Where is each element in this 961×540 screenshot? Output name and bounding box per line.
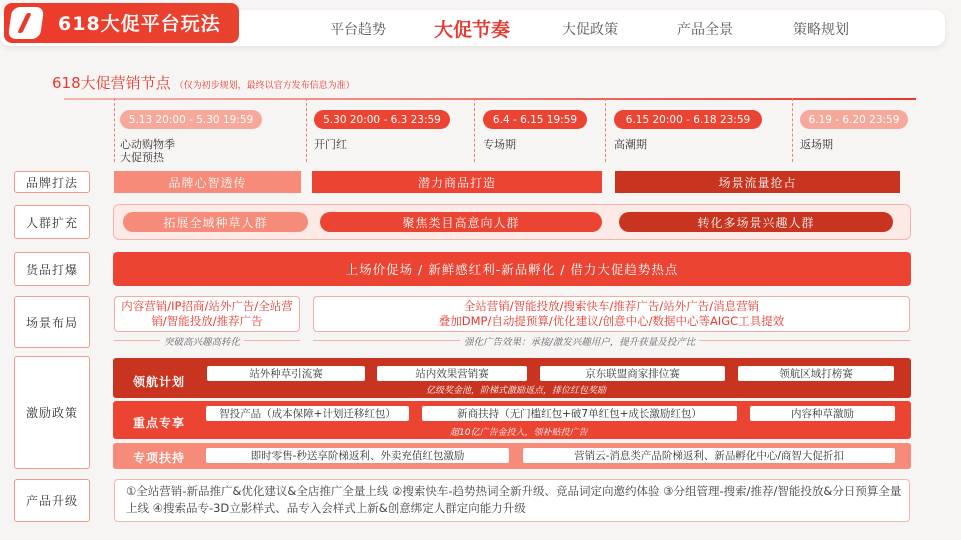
upgrade-text: ①全站营销-新品推广&优化建议&全店推广全量上线 ②搜索快车-趋势热词全新升级、竞品词定向邀约体验 ③分组管理-搜索/推荐/智能投放&分日预算全量上线 ④搜索品专-3D立影样式、品专入会样式上新&创意绑定人群定向能力升级	[126, 484, 902, 515]
phase-label-warmup: 心动购物季 大促预热	[120, 138, 175, 164]
tab-strategy-planning[interactable]: 策略规划	[793, 22, 849, 38]
row-label-upgrade: 产品升级	[14, 479, 90, 522]
brand-bar-mindset: 品牌心智透传	[114, 171, 301, 193]
scene-left-box: 内容营销/IP招商/站外广告/全站营销/智能投放/推荐广告	[114, 296, 300, 332]
timeline-tick	[605, 98, 606, 162]
section-title-text: 618大促营销节点	[52, 74, 171, 92]
scene-right-caption: 强化广告效果：承接/激发兴趣用户，提升获量及投产比	[460, 334, 699, 348]
incentive-chip: 智投产品（成本保障+计划迁移红包）	[206, 406, 409, 421]
row-label-brand: 品牌打法	[14, 171, 90, 193]
goods-bar: 上场价促场 / 新鲜感红利-新品孵化 / 借力大促趋势热点	[113, 252, 911, 286]
phase-label-climax: 高潮期	[614, 138, 647, 151]
phase-label-opening: 开门红	[314, 138, 347, 151]
timeline-tick	[306, 98, 307, 162]
section-note: （仅为初步规划，最终以官方发布信息为准）	[174, 81, 355, 91]
page-title: 618大促平台玩法	[58, 13, 221, 35]
phase-range-special: 6.4 - 6.15 19:59	[483, 110, 587, 129]
timeline-tick	[474, 98, 475, 162]
incentive-chip: 京东联盟商家排位赛	[540, 366, 725, 381]
tab-platform-trend[interactable]: 平台趋势	[330, 22, 386, 38]
incentive-chip: 站外种草引流赛	[207, 366, 365, 381]
brand-bar-scene-traffic: 场景流量抢占	[615, 171, 900, 193]
timeline-tick	[114, 98, 115, 162]
incentive-name-navigation: 领航计划	[133, 375, 186, 389]
phase-label-return: 返场期	[800, 138, 833, 151]
section-title	[52, 72, 355, 93]
crowd-bar-convert: 转化多场景兴趣人群	[619, 212, 893, 232]
brand-logo-icon	[8, 7, 44, 39]
scene-right-box: 全站营销/智能投放/搜索快车/推荐广告/站外广告/消息营销 叠加DMP/自动提预算/优化建议/创意中心/数据中心等AIGC工具提效	[313, 296, 910, 332]
timeline-line	[64, 98, 916, 100]
phase-range-climax: 6.15 20:00 - 6.18 23:59	[614, 110, 762, 129]
incentive-name-focus: 重点专享	[133, 416, 186, 430]
phase-label-special: 专场期	[483, 138, 516, 151]
phase-range-warmup: 5.13 20:00 - 5.30 19:59	[120, 110, 262, 129]
phase-range-opening: 5.30 20:00 - 6.3 23:59	[314, 110, 450, 129]
row-label-scene: 场景布局	[14, 296, 90, 348]
brand-bar-potential-goods: 潜力商品打造	[312, 171, 602, 193]
incentive-note-focus: 超10亿广告金投入，领补贴投广告	[450, 428, 588, 438]
incentive-note-navigation: 亿级奖金池，阶梯式激励返点，排位红包奖励	[426, 386, 607, 396]
timeline-tick	[792, 98, 793, 162]
crowd-bar-focus: 聚焦类目高意向人群	[320, 212, 602, 232]
row-label-goods: 货品打爆	[14, 252, 90, 286]
incentive-name-special: 专项扶持	[133, 451, 186, 465]
scene-left-caption: 突破高兴趣高转化	[160, 334, 244, 348]
incentive-chip: 即时零售-秒送享阶梯返利、外卖充值红包激励	[206, 448, 509, 463]
phase-range-return: 6.19 - 6.20 23:59	[800, 110, 908, 129]
tab-product-overview[interactable]: 产品全景	[677, 22, 733, 38]
incentive-chip: 新商扶持（无门槛红包+破7单红包+成长激励红包）	[422, 406, 737, 421]
tab-promotion-rhythm[interactable]: 大促节奏	[434, 19, 511, 41]
incentive-chip: 内容种草激励	[750, 406, 895, 421]
tab-promotion-policy[interactable]: 大促政策	[562, 22, 618, 38]
incentive-chip: 领航区域打榜赛	[738, 366, 894, 381]
row-label-crowd: 人群扩充	[14, 205, 90, 239]
crowd-bar-expand: 拓展全域种草人群	[123, 212, 308, 232]
row-label-incentive: 激励政策	[14, 356, 90, 469]
incentive-chip: 站内效果营销赛	[377, 366, 527, 381]
incentive-chip: 营销云-消息类产品阶梯返利、新品孵化中心/商智大促折扣	[523, 448, 895, 463]
